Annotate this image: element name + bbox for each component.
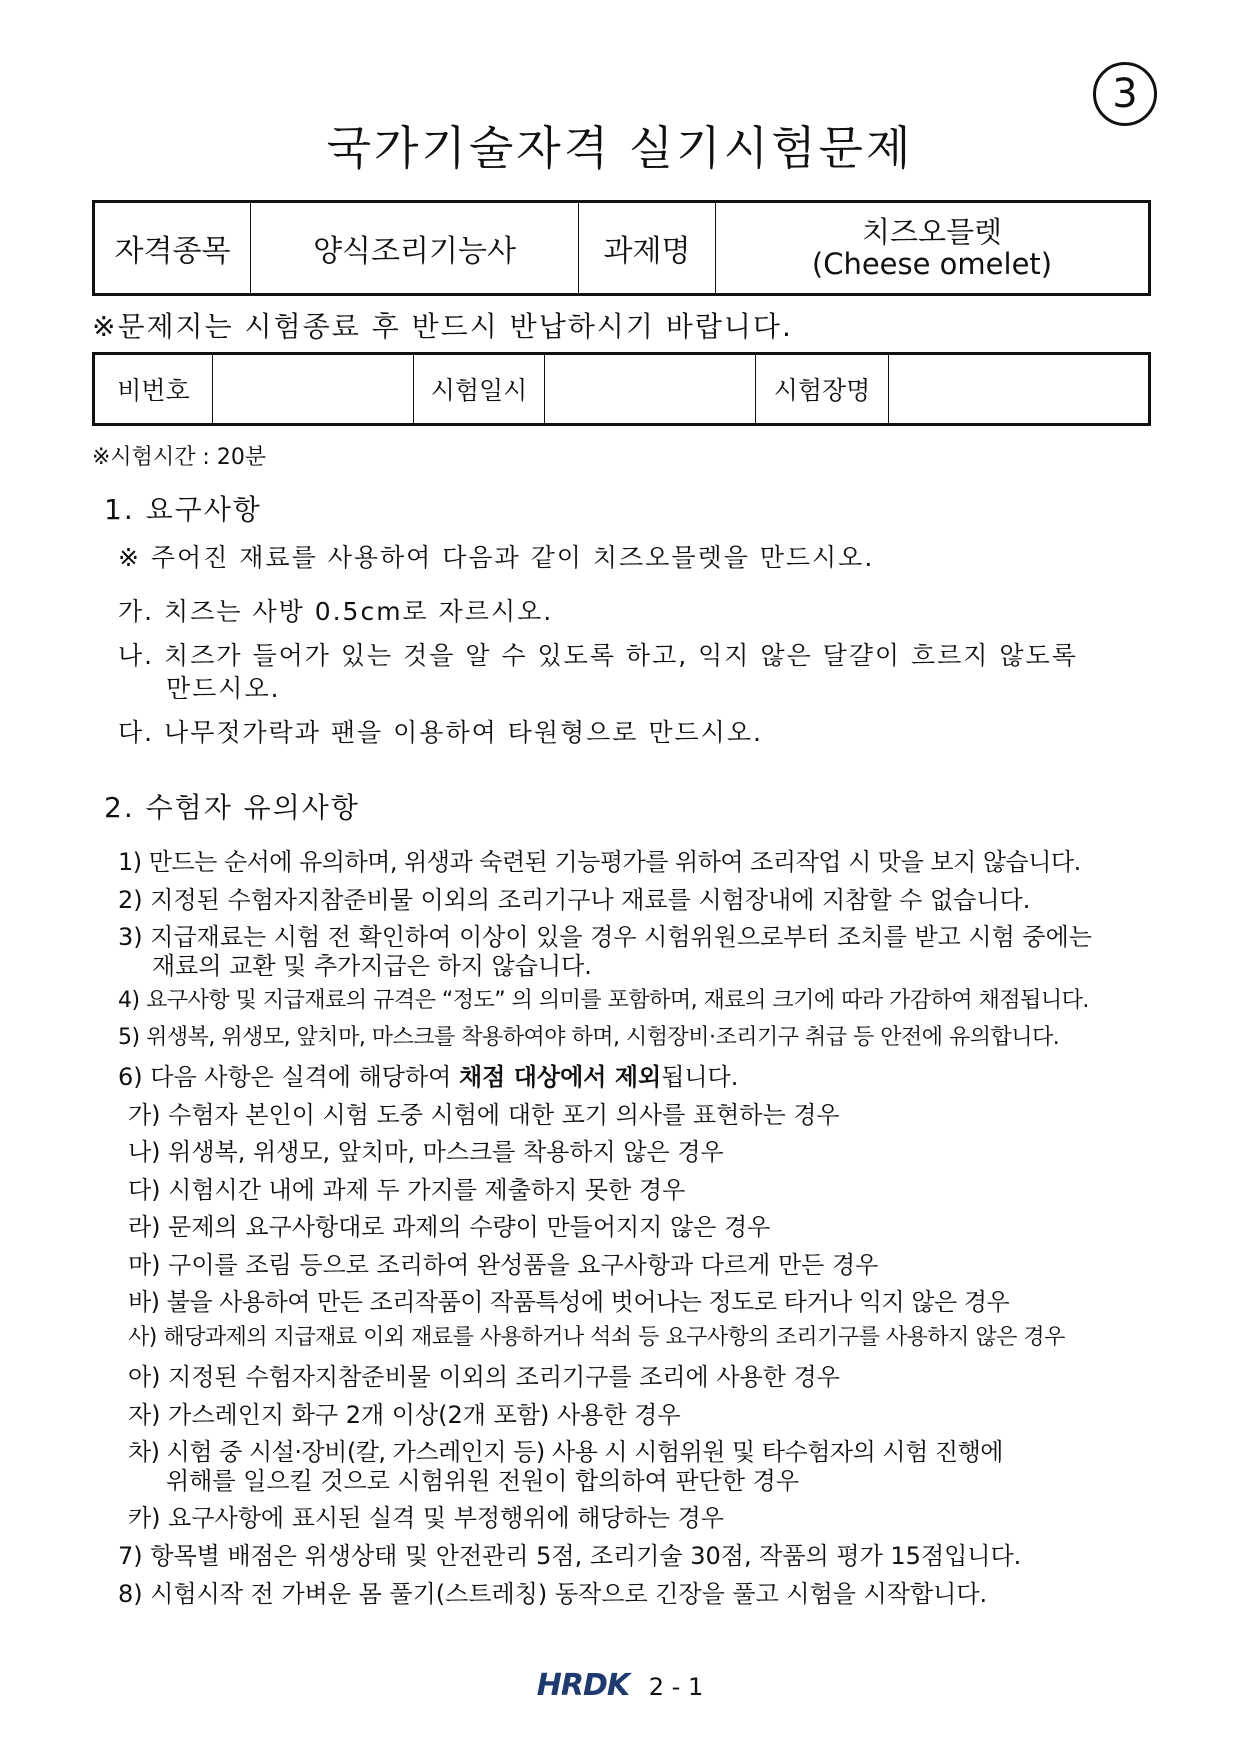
note-item: 5) 위생복, 위생모, 앞치마, 마스크를 착용하여야 하며, 시험장비·조리기구 취급 등 안전에 유의합니다. <box>118 1025 1060 1050</box>
disqualify-item: 차) 시험 중 시설·장비(칼, 가스레인지 등) 사용 시 시험위원 및 타수험자의 시험 진행에 <box>128 1438 1003 1466</box>
note-item-disqualify <box>118 1057 738 1092</box>
disqualify-item: 나) 위생복, 위생모, 앞치마, 마스크를 착용하지 않은 경우 <box>128 1138 724 1166</box>
disqualify-item: 바) 불을 사용하여 만든 조리작품이 작품특성에 벗어나는 정도로 타거나 익지 않은 경우 <box>128 1288 1010 1316</box>
exam-info-table <box>92 352 1151 426</box>
page-footer <box>0 1668 1240 1703</box>
page-number-badge: 3 <box>1093 62 1157 126</box>
hrdk-logo: HRDK <box>536 1668 630 1703</box>
disqualify-item: 다) 시험시간 내에 과제 두 가지를 제출하지 못한 경우 <box>128 1176 686 1204</box>
note-item: 4) 요구사항 및 지급재료의 규격은 “정도” 의 의미를 포함하며, 재료의 크기에 따라 가감하여 채점됩니다. <box>118 988 1089 1013</box>
section2-heading: 2. 수험자 유의사항 <box>104 791 360 824</box>
disqualify-item: 마) 구이를 조림 등으로 조리하여 완성품을 요구사항과 다르게 만든 경우 <box>128 1251 879 1279</box>
disqualify-text: 6) 다음 사항은 실격에 해당하여 <box>118 1063 452 1091</box>
disqualify-item: 가) 수험자 본인이 시험 도중 시험에 대한 포기 의사를 표현하는 경우 <box>128 1101 840 1129</box>
place-value <box>889 354 1150 425</box>
note-item-cont: 재료의 교환 및 추가지급은 하지 않습니다. <box>152 952 592 980</box>
qualification-table <box>92 200 1151 296</box>
note-item: 1) 만드는 순서에 유의하며, 위생과 숙련된 기능평가를 위하여 조리작업 시 맛을 보지 않습니다. <box>118 848 1081 876</box>
note-item: 7) 항목별 배점은 위생상태 및 안전관리 5점, 조리기술 30점, 작품의 평가 15점입니다. <box>118 1542 1022 1570</box>
disqualify-item: 사) 해당과제의 지급재료 이외 재료를 사용하거나 석쇠 등 요구사항의 조리기구를 사용하지 않은 경우 <box>128 1325 1065 1350</box>
seat-label: 비번호 <box>94 354 213 425</box>
note-item: 2) 지정된 수험자지참준비물 이외의 조리기구나 재료를 시험장내에 지참할 수 없습니다. <box>118 886 1031 914</box>
disqualify-item: 라) 문제의 요구사항대로 과제의 수량이 만들어지지 않은 경우 <box>128 1213 771 1241</box>
disqualify-item: 자) 가스레인지 화구 2개 이상(2개 포함) 사용한 경우 <box>128 1401 681 1429</box>
note-item: 8) 시험시작 전 가벼운 몸 풀기(스트레칭) 동작으로 긴장을 풀고 시험을 시작합니다. <box>118 1580 988 1608</box>
seat-value <box>213 354 414 425</box>
date-value <box>545 354 756 425</box>
disqualify-item-cont: 위해를 일으킬 것으로 시험위원 전원이 합의하여 판단한 경우 <box>166 1467 800 1495</box>
task-label: 과제명 <box>579 202 716 295</box>
disqualify-item: 카) 요구사항에 표시된 실격 및 부정행위에 해당하는 경우 <box>128 1504 724 1532</box>
page-title: 국가기술자격 실기시험문제 <box>326 121 914 175</box>
disqualify-item: 아) 지정된 수험자지참준비물 이외의 조리기구를 조리에 사용한 경우 <box>128 1363 840 1391</box>
disqualify-emphasis: 채점 대상에서 제외 <box>459 1063 662 1091</box>
section1-heading: 1. 요구사항 <box>104 493 262 526</box>
task-value <box>716 202 1150 295</box>
disqualify-suffix: 됩니다. <box>661 1063 739 1091</box>
exam-time: ※시험시간 : 20분 <box>92 445 267 470</box>
requirement-item: 나. 치즈가 들어가 있는 것을 알 수 있도록 하고, 익지 않은 달걀이 흐르지 않도록 <box>118 641 1078 670</box>
task-value-en: (Cheese omelet) <box>811 247 1053 281</box>
requirement-item-cont: 만드시오. <box>166 674 281 703</box>
date-label: 시험일시 <box>414 354 545 425</box>
footer-page-number: 2 - 1 <box>648 1673 704 1701</box>
return-notice: ※문제지는 시험종료 후 반드시 반납하시기 바랍니다. <box>92 310 793 343</box>
task-value-ko: 치즈오믈렛 <box>861 215 1003 249</box>
section1-intro: ※ 주어진 재료를 사용하여 다음과 같이 치즈오믈렛을 만드시오. <box>118 543 875 572</box>
requirement-item: 다. 나무젓가락과 팬을 이용하여 타원형으로 만드시오. <box>118 718 763 747</box>
qualification-label: 자격종목 <box>94 202 251 295</box>
qualification-value: 양식조리기능사 <box>251 202 579 295</box>
place-label: 시험장명 <box>756 354 889 425</box>
note-item: 3) 지급재료는 시험 전 확인하여 이상이 있을 경우 시험위원으로부터 조치를 받고 시험 중에는 <box>118 923 1092 951</box>
requirement-item: 가. 치즈는 사방 0.5cm로 자르시오. <box>118 597 554 626</box>
